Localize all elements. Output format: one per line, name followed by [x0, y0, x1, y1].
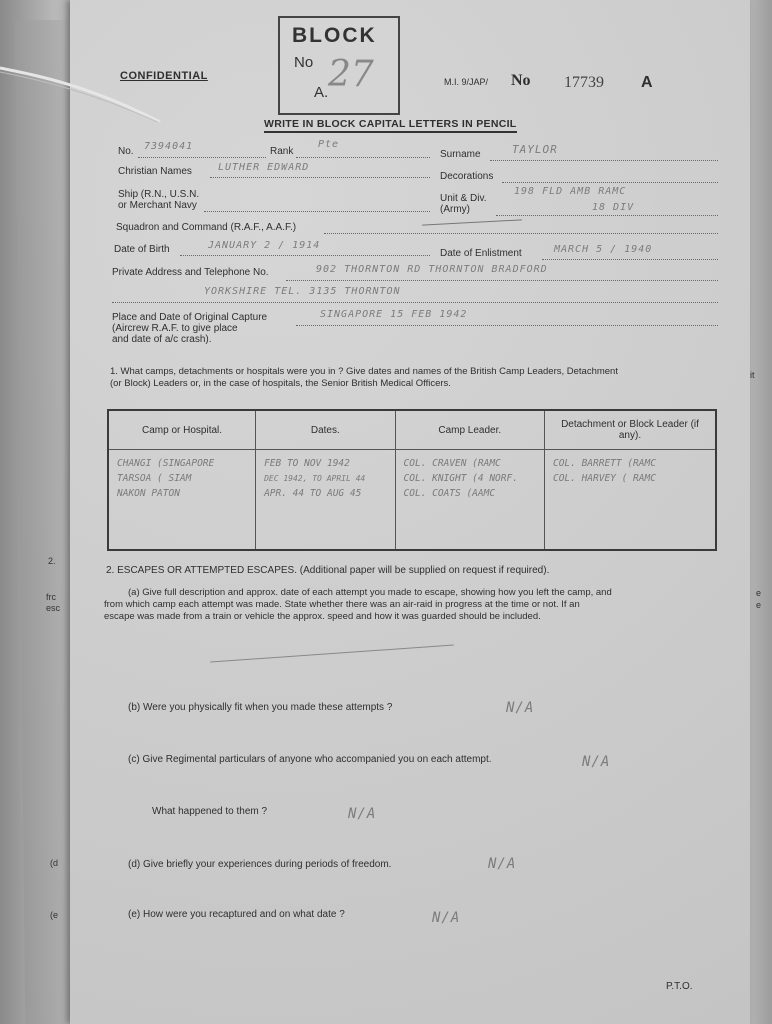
unit-value: 198 FLD AMB RAMC	[514, 186, 627, 197]
field-line	[296, 157, 430, 158]
leader-entry: COL. COATS (AAMC	[403, 488, 496, 499]
dob-value: JANUARY 2 / 1914	[208, 240, 321, 251]
field-line	[490, 160, 718, 161]
edge-text: frc	[46, 592, 56, 602]
section2-a: from which camp each attempt was made. State whether there was an air-raid in progress at the time or not. If an	[104, 599, 580, 610]
field-line	[204, 211, 430, 212]
field-line	[210, 177, 430, 178]
field-line	[112, 302, 718, 303]
no-label: No	[511, 72, 531, 89]
camp-entry: CHANGI (SINGAPORE	[117, 458, 215, 469]
table-header: Camp Leader.	[395, 410, 544, 450]
pencil-stroke	[422, 219, 522, 225]
block-stamp	[278, 16, 400, 115]
pto: P.T.O.	[666, 981, 693, 992]
address-value: YORKSHIRE TEL. 3135 THORNTON	[204, 286, 401, 297]
field-line	[296, 325, 718, 326]
ship-label: Ship (R.N., U.S.N.	[118, 189, 200, 200]
field-line	[138, 157, 266, 158]
ship-label: or Merchant Navy	[118, 200, 197, 211]
enlistment-value: MARCH 5 / 1940	[554, 244, 653, 255]
camp-entry: NAKON PATON	[117, 488, 180, 499]
field-line	[496, 215, 718, 216]
question-c: (c) Give Regimental particulars of anyone who accompanied you on each attempt.	[128, 754, 492, 765]
detachment-entry: COL. HARVEY ( RAMC	[552, 473, 656, 484]
table-cell-camps	[108, 450, 256, 551]
leader-entry: COL. CRAVEN (RAMC	[403, 458, 501, 469]
serial-number: 17739	[564, 74, 604, 91]
rank-value: Pte	[318, 139, 340, 150]
table-cell-detachment	[544, 450, 716, 551]
block-number: 27	[328, 54, 374, 95]
surname-label: Surname	[440, 149, 481, 160]
date-entry: FEB TO NOV 1942	[264, 458, 350, 469]
service-number: 7394041	[144, 141, 194, 152]
table-header: Dates.	[256, 410, 395, 450]
squadron-label: Squadron and Command (R.A.F., A.A.F.)	[116, 222, 297, 233]
answer-b: N/A	[506, 700, 535, 716]
address-value: 902 THORNTON RD THORNTON BRADFORD	[316, 264, 548, 275]
detachment-entry: COL. BARRETT (RAMC	[552, 458, 656, 469]
section2-a: (a) Give full description and approx. date of each attempt you made to escape, showing how you left the camp, and	[128, 587, 612, 598]
dob-label: Date of Birth	[114, 244, 170, 255]
section2-title: 2. ESCAPES OR ATTEMPTED ESCAPES. (Additional paper will be supplied on request if required).	[106, 565, 550, 576]
block-label: BLOCK	[292, 24, 377, 47]
field-line	[286, 280, 718, 281]
tag-string	[0, 62, 180, 122]
date-entry: DEC 1942, TO APRIL 44	[264, 474, 366, 483]
capture-value: SINGAPORE 15 FEB 1942	[320, 309, 468, 320]
unit-label: (Army)	[440, 204, 470, 215]
camp-table	[107, 409, 717, 551]
enlistment-label: Date of Enlistment	[440, 248, 522, 259]
block-no-label: No	[294, 54, 314, 71]
unit-value: 18 DIV	[592, 202, 635, 213]
section2-a: escape was made from a train or vehicle the approx. speed and how it was guarded should be included.	[104, 611, 541, 622]
christian-names-value: LUTHER EDWARD	[218, 162, 310, 173]
answer-d: N/A	[488, 856, 517, 872]
pencil-stroke	[210, 644, 453, 662]
classification: CONFIDENTIAL	[120, 70, 208, 82]
rank-label: Rank	[270, 146, 294, 157]
field-line	[502, 182, 718, 183]
question-c2: What happened to them ?	[152, 806, 268, 817]
leader-entry: COL. KNIGHT (4 NORF.	[403, 473, 518, 484]
date-entry: APR. 44 TO AUG 45	[264, 488, 362, 499]
serial-suffix: A	[641, 74, 653, 91]
edge-text: esc	[46, 603, 61, 613]
no-label: No.	[118, 146, 134, 157]
field-line	[542, 259, 718, 260]
capture-label: Place and Date of Original Capture	[112, 312, 268, 323]
section1-question: 1. What camps, detachments or hospitals were you in ? Give dates and names of the British Camp Leaders, Detachment	[110, 366, 618, 377]
christian-names-label: Christian Names	[118, 166, 192, 177]
field-line	[324, 233, 718, 234]
question-e: (e) How were you recaptured and on what date ?	[128, 909, 345, 920]
answer-c2: N/A	[348, 806, 377, 822]
edge-text: e	[756, 600, 762, 610]
capture-label: (Aircrew R.A.F. to give place	[112, 323, 238, 334]
answer-c: N/A	[582, 754, 611, 770]
table-header: Detachment or Block Leader (if any).	[544, 410, 716, 450]
reference: M.I. 9/JAP/	[444, 77, 489, 87]
table-cell-dates	[256, 450, 395, 551]
field-line	[180, 255, 430, 256]
question-d: (d) Give briefly your experiences during periods of freedom.	[128, 859, 392, 870]
surname-value: TAYLOR	[512, 143, 558, 156]
table-cell-leaders	[395, 450, 544, 551]
edge-text: (d	[50, 858, 59, 868]
edge-text: e	[756, 588, 762, 598]
camp-entry: TARSOA ( SIAM	[117, 473, 192, 484]
question-b: (b) Were you physically fit when you made these attempts ?	[128, 702, 393, 713]
block-letter: A.	[314, 84, 329, 101]
section1-question: (or Block) Leaders or, in the case of hospitals, the Senior British Medical Officers.	[110, 378, 451, 389]
unit-label: Unit & Div.	[440, 193, 487, 204]
answer-e: N/A	[432, 910, 461, 926]
form-page	[70, 0, 750, 1024]
decorations-label: Decorations	[440, 171, 494, 182]
edge-text: it	[750, 370, 755, 380]
address-label: Private Address and Telephone No.	[112, 267, 269, 278]
table-header: Camp or Hospital.	[108, 410, 256, 450]
edge-text: 2.	[48, 556, 56, 566]
edge-text: (e	[50, 910, 59, 920]
instruction: WRITE IN BLOCK CAPITAL LETTERS IN PENCIL	[264, 118, 517, 133]
capture-label: and date of a/c crash).	[112, 334, 212, 345]
